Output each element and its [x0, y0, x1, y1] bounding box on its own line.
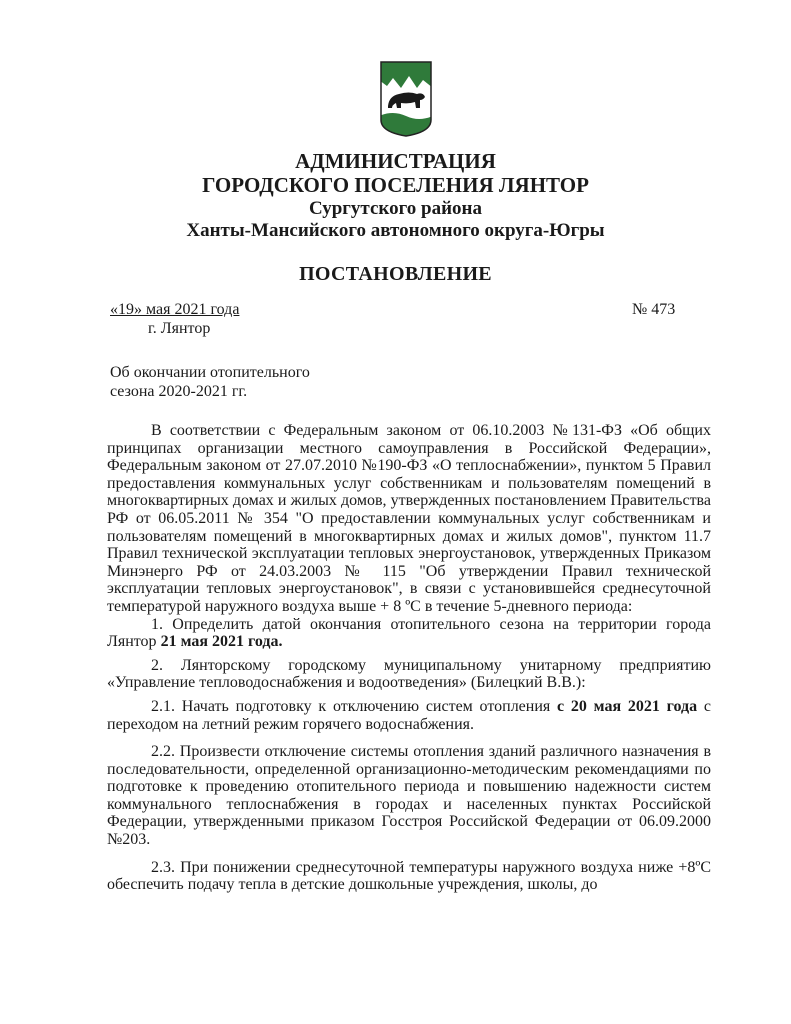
clause-2-3-paragraph: 2.3. При понижении среднесуточной температуры наружного воздуха ниже +8ºС обеспечить подачу тепла в детские дошкольные учреждения, школы, до [107, 858, 711, 894]
document-subject [110, 363, 310, 401]
document-date: «19» мая 2021 года [110, 301, 240, 318]
clause-2-1-paragraph [107, 698, 711, 733]
clause-1-paragraph [107, 616, 711, 651]
clause-2-1-date-bold: с 20 мая 2021 года [557, 697, 698, 715]
header-line-administration: АДМИНИСТРАЦИЯ [295, 149, 496, 173]
subject-line-1: Об окончании отопительного [110, 364, 310, 381]
clause-1-text: 1. Определить датой окончания отопительного сезона на территории города Лянтор [107, 615, 711, 651]
document-body [107, 422, 711, 894]
document-number: № 473 [632, 301, 676, 318]
header-line-settlement: ГОРОДСКОГО ПОСЕЛЕНИЯ ЛЯНТОР [202, 173, 589, 197]
subject-line-2: сезона 2020-2021 гг. [110, 383, 248, 400]
preamble-paragraph: В соответствии с Федеральным законом от 06.10.2003 №131-ФЗ «Об общих принципах организации местного самоуправления в Российской Федерации», Федеральным законом от 27.07.2010 №190-ФЗ «О теплоснабжении», пунктом 5 Правил предоставления коммунальных услуг собственникам и пользователям помещений в многоквартирных домах и жилых домов, утвержденных постановлением Правительства РФ от 06.05.2011 № 354 "О предоставлении коммунальных услуг собственникам и пользователям помещений в многоквартирных домах и жилых домов", пунктом 11.7 Правил технической эксплуатации тепловых энергоустановок, утвержденных Приказом Минэнерго РФ от 24.03.2003 № 115 "Об утверждении Правил технической эксплуатации тепловых энергоустановок", в связи с установившейся среднесуточной температурой наружного воздуха выше + 8 ºС в течение 5-дневного периода: [107, 422, 711, 615]
document-type-title: ПОСТАНОВЛЕНИЕ [299, 263, 492, 285]
clause-2-1-text: 2.1. Начать подготовку к отключению систем отопления [151, 697, 558, 715]
document-city: г. Лянтор [148, 320, 211, 337]
header-line-district: Сургутского района [308, 198, 482, 219]
clause-1-date-bold: 21 мая 2021 года. [160, 633, 283, 651]
clause-2-1-tail: с переходом на летний режим горячего водоснабжения. [107, 697, 712, 733]
coat-of-arms-emblem [379, 58, 433, 138]
clause-2-paragraph: 2. Лянторскому городскому муниципальному унитарному предприятию «Управление тепловодоснабжения и водоотведения» (Билецкий В.В.): [107, 656, 711, 692]
clause-2-2-paragraph: 2.2. Произвести отключение системы отопления зданий различного назначения в последовательности, определенной организационно-методическим рекомендациями по подготовке к проведению отопительного периода и повышению надежности систем коммунального теплоснабжения в городах и населенных пунктах Российской Федерации, утвержденными приказом Госстроя Российской Федерации от 06.09.2000 №203. [107, 743, 711, 849]
header-line-okrug: Ханты-Мансийского автономного округа-Югры [186, 220, 605, 241]
